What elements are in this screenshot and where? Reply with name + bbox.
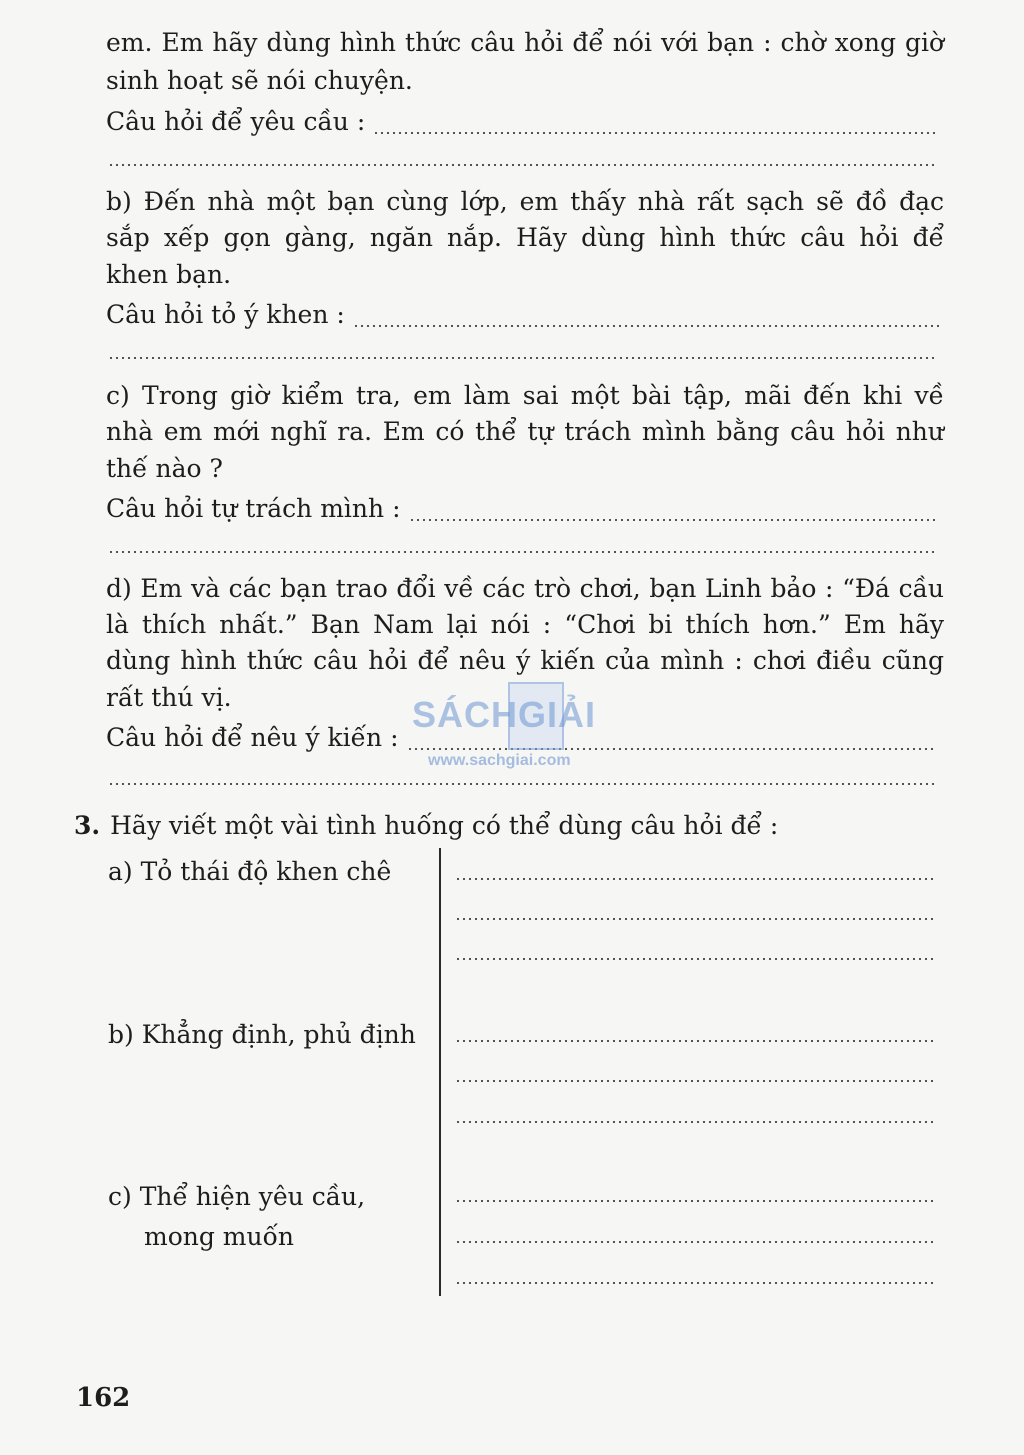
page-number: 162	[76, 1383, 131, 1413]
answer-dotted-line[interactable]	[455, 1241, 933, 1243]
watermark-text: SÁCHGIẢI	[412, 694, 597, 735]
answer-dotted-line[interactable]	[409, 519, 937, 521]
answer-row[interactable]	[106, 491, 936, 527]
answer-dotted-line[interactable]	[455, 1200, 933, 1202]
item-label-a: a) Tỏ thái độ khen chê	[108, 857, 392, 886]
answer-row[interactable]	[106, 104, 936, 140]
item-label-b: b) Khẳng định, phủ định	[108, 1020, 416, 1049]
answer-label: Câu hỏi tự trách mình :	[106, 494, 401, 523]
text-line: sắp xếp gọn gàng, ngăn nắp. Hãy dùng hình thức câu hỏi để	[106, 223, 944, 252]
text-line: c) Trong giờ kiểm tra, em làm sai một bài tập, mãi đến khi về	[106, 381, 944, 410]
answer-dotted-line[interactable]	[108, 551, 936, 553]
question-number: 3.	[74, 811, 101, 840]
watermark-logo	[412, 680, 622, 780]
answer-dotted-line[interactable]	[353, 325, 940, 327]
item-label-c: c) Thể hiện yêu cầu,	[108, 1182, 366, 1211]
answer-row[interactable]	[106, 297, 940, 333]
answer-dotted-line[interactable]	[455, 1121, 933, 1123]
question-3	[74, 808, 778, 844]
answer-label: Câu hỏi tỏ ý khen :	[106, 300, 345, 329]
answer-dotted-line[interactable]	[108, 783, 936, 785]
question-prompt: Hãy viết một vài tình huống có thể dùng câu hỏi để :	[110, 811, 779, 840]
answer-dotted-line[interactable]	[455, 1080, 933, 1082]
column-divider	[439, 848, 441, 1296]
answer-dotted-line[interactable]	[455, 918, 933, 920]
answer-label: Câu hỏi để nêu ý kiến :	[106, 723, 399, 752]
text-line: nhà em mới nghĩ ra. Em có thể tự trách mình bằng câu hỏi như	[106, 417, 944, 446]
watermark-url: www.sachgiai.com	[428, 752, 571, 769]
answer-dotted-line[interactable]	[373, 132, 936, 134]
text-line: khen bạn.	[106, 260, 232, 289]
text-line: dùng hình thức câu hỏi để nêu ý kiến của mình : chơi điều cũng	[106, 646, 944, 675]
answer-dotted-line[interactable]	[455, 958, 933, 960]
text-line: b) Đến nhà một bạn cùng lớp, em thấy nhà rất sạch sẽ đồ đạc	[106, 187, 944, 216]
answer-dotted-line[interactable]	[455, 878, 933, 880]
answer-dotted-line[interactable]	[455, 1040, 933, 1042]
answer-dotted-line[interactable]	[108, 164, 936, 166]
text-line: sinh hoạt sẽ nói chuyện.	[106, 66, 413, 95]
item-label-c-line2: mong muốn	[144, 1222, 295, 1251]
text-line: thế nào ?	[106, 454, 223, 483]
text-line: rất thú vị.	[106, 683, 232, 712]
answer-label: Câu hỏi để yêu cầu :	[106, 107, 366, 136]
text-line: là thích nhất.” Bạn Nam lại nói : “Chơi bi thích hơn.” Em hãy	[106, 610, 944, 639]
text-line: d) Em và các bạn trao đổi về các trò chơi, bạn Linh bảo : “Đá cầu	[106, 574, 944, 603]
answer-dotted-line[interactable]	[108, 357, 936, 359]
answer-dotted-line[interactable]	[455, 1282, 933, 1284]
text-line: em. Em hãy dùng hình thức câu hỏi để nói với bạn : chờ xong giờ	[106, 28, 944, 57]
